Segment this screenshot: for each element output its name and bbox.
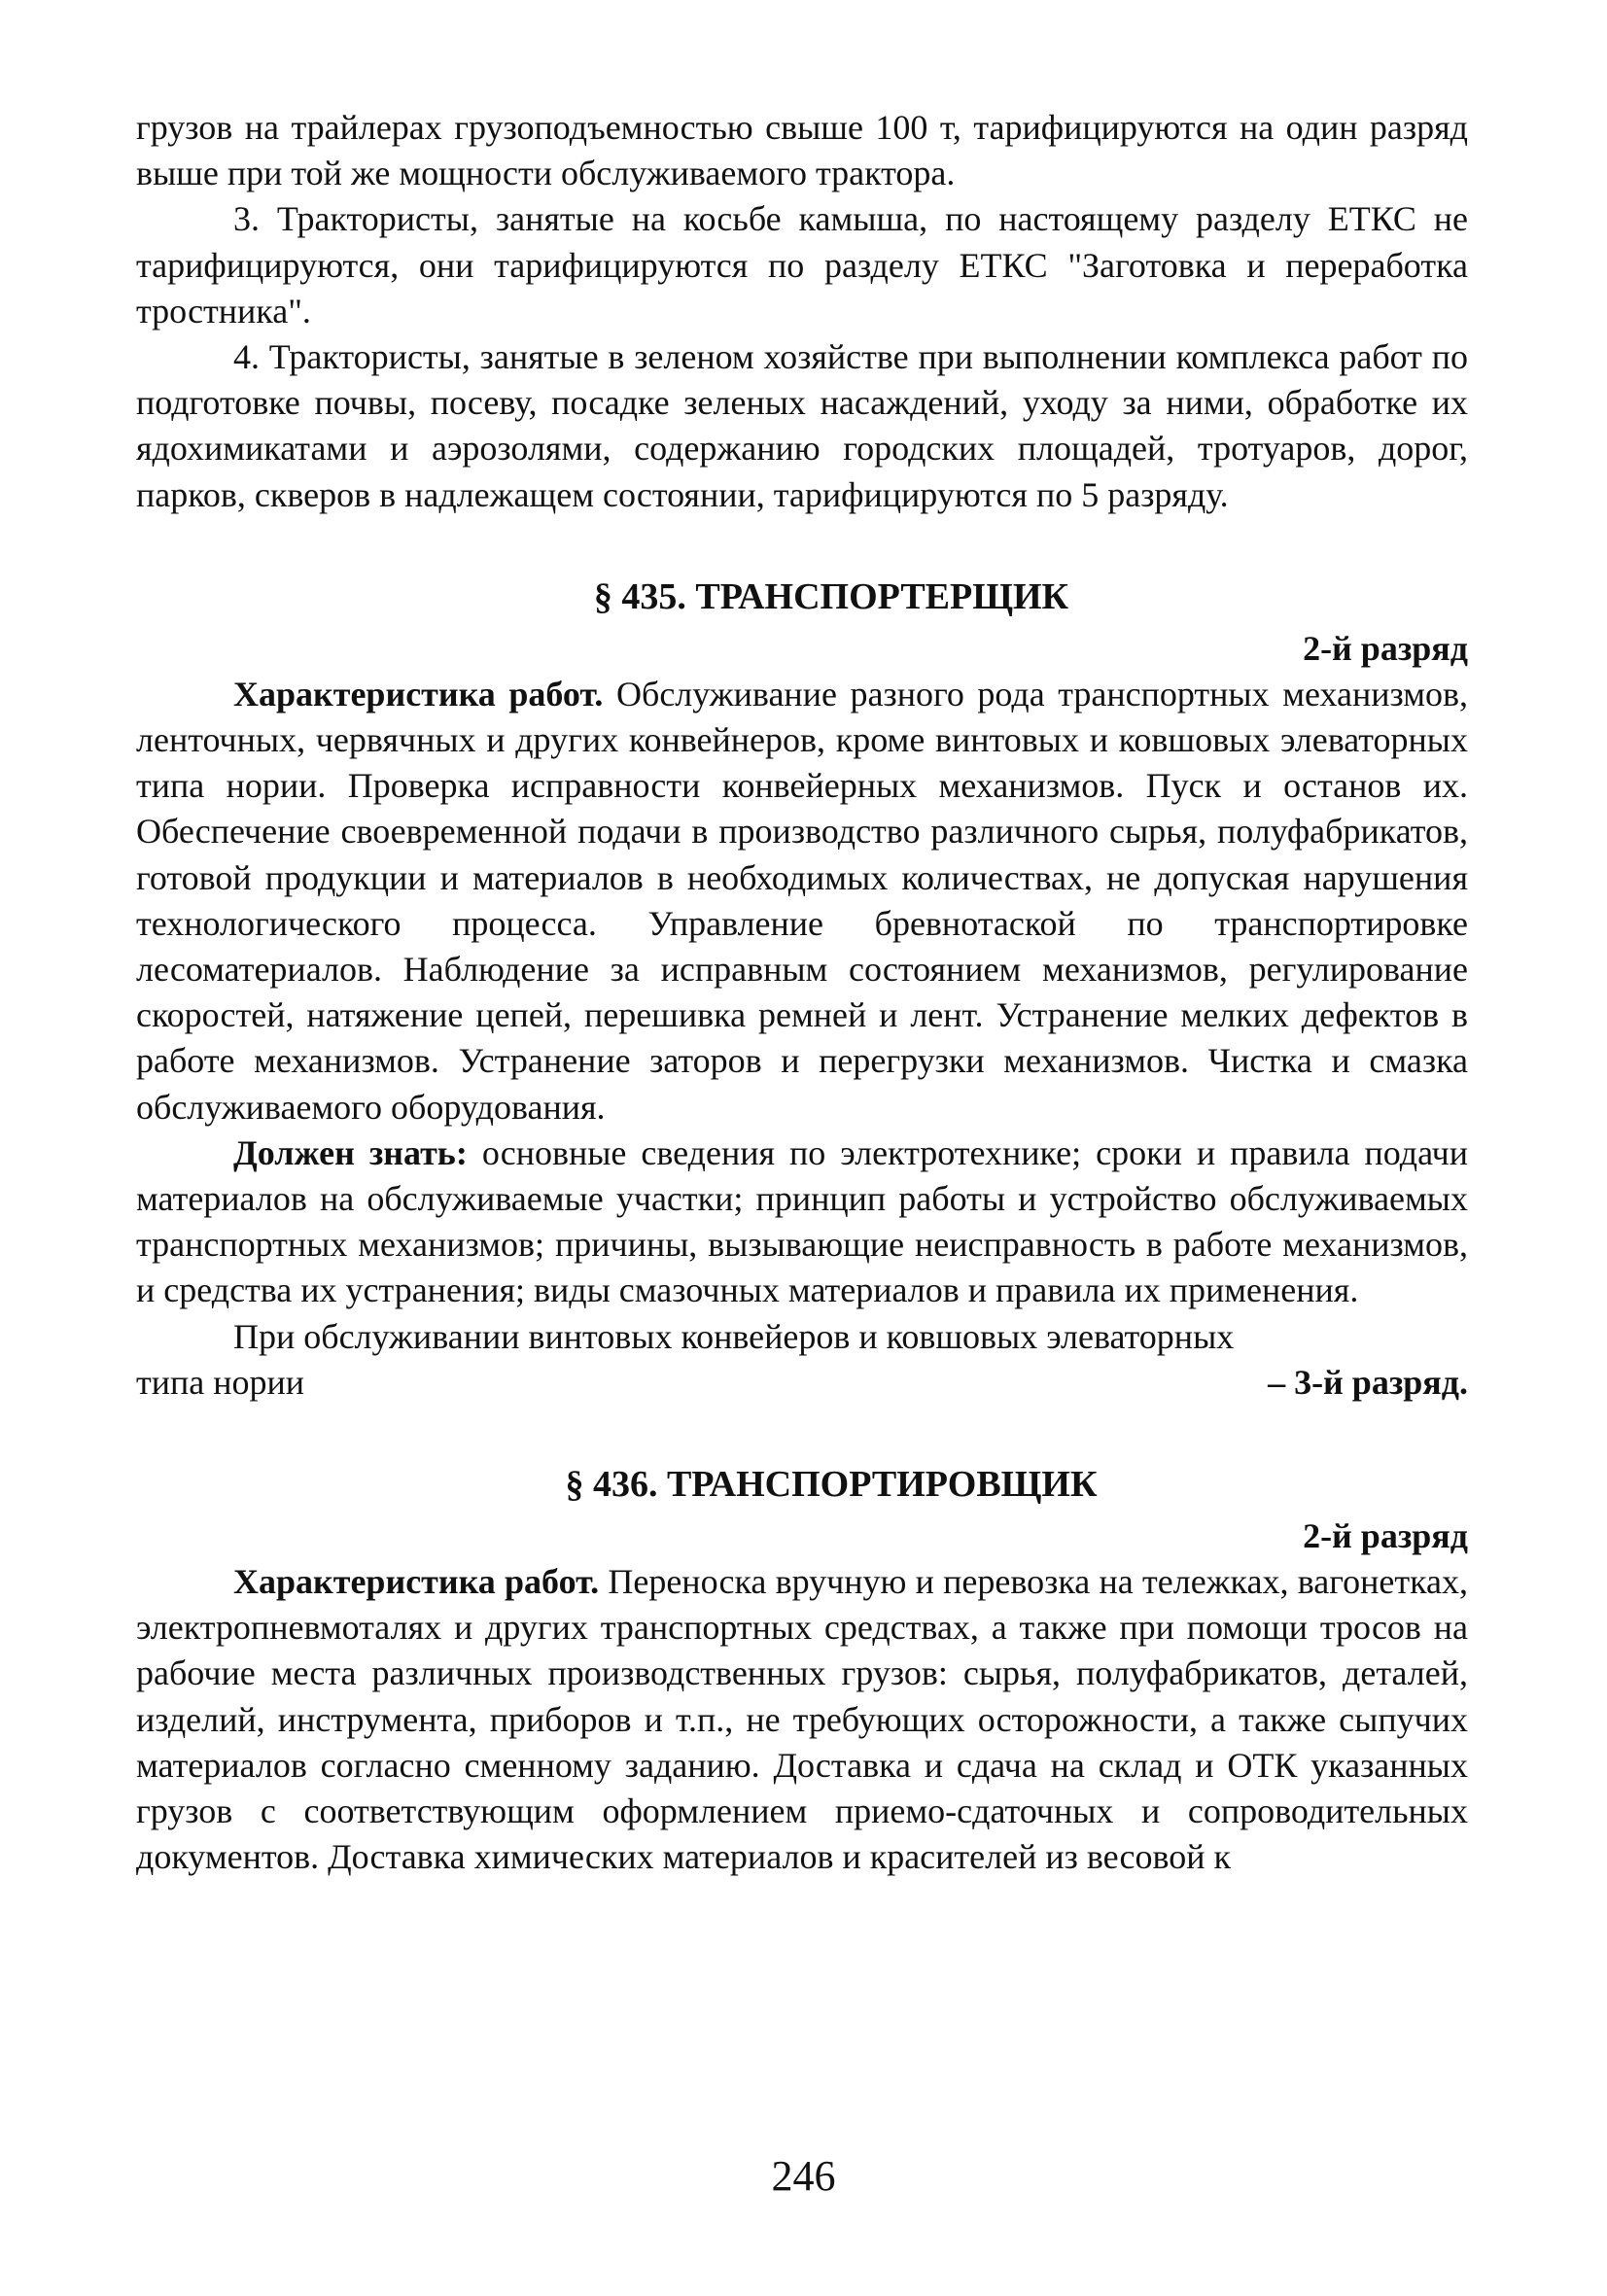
note-3: 3. Трактористы, занятые на косьбе камыша, по настоящему разделу ЕТКС не тарифицируются, они тарифицируются по разделу ЕТКС "Заготовка и переработка тростника". (136, 199, 1468, 330)
extra-condition-left: типа нории (136, 1362, 305, 1402)
must-know-label: Должен знать: (233, 1132, 468, 1172)
section-436 (136, 1460, 1468, 1880)
grade-label: 2-й разряд (1303, 628, 1468, 668)
work-label: Характеристика работ. (233, 674, 604, 713)
work-text: Обслуживание разного рода транспортных механизмов, ленточных, червячных и других конвейнеров, кроме винтовых и ковшовых элеваторных типа нории. Проверка исправности конвейерных механизмов. Пуск и останов их. Обеспечение своевременной подачи в производство различного сырья, полуфабрикатов, готовой продукции и материалов в необходимых количествах, не допуская нарушения технологического процесса. Управление бревнотаской по транспортировке лесоматериалов. Наблюдение за исправным состоянием механизмов, регулирование скоростей, натяжение цепей, перешивка ремней и лент. Устранение мелких дефектов в работе механизмов. Устранение заторов и перегрузки механизмов. Чистка и смазка обслуживаемого оборудования. (136, 674, 1468, 1127)
page-body (136, 105, 1468, 1881)
extra-condition: При обслуживании винтовых конвейеров и ковшовых элеваторных (233, 1316, 1235, 1356)
extra-condition-row (136, 1360, 1468, 1406)
work-characteristics (136, 672, 1468, 1131)
section-heading: § 435. ТРАНСПОРТЕРЩИК (593, 575, 1069, 617)
work-characteristics (136, 1559, 1468, 1880)
intro-paragraph: грузов на трайлерах грузоподъемностью свыше 100 т, тарифицируются на один разряд выше при той же мощности обслуживаемого трактора. (136, 108, 1468, 193)
section-435 (136, 573, 1468, 1406)
work-text: Переноска вручную и перевозка на тележках, вагонетках, электропневмоталях и других транспортных средствах, а также при помощи тросов на рабочие места различных производственных грузов: сырья, полуфабрикатов, деталей, изделий, инструмента, приборов и т.п., не требующих осторожности, а также сыпучих материалов согласно сменному заданию. Доставка и сдача на склад и ОТК указанных грузов с соответствующим оформлением приемо-сдаточных и сопроводительных документов. Доставка химических материалов и красителей из весовой к (136, 1562, 1468, 1877)
must-know (136, 1131, 1468, 1314)
must-know-text: основные сведения по электротехнике; сроки и правила подачи материалов на обслуживаемые участки; принцип работы и устройство обслуживаемых транспортных механизмов; причины, вызывающие неисправность в работе механизмов, и средства их устранения; виды смазочных материалов и правила их применения. (136, 1132, 1468, 1310)
page-number: 246 (771, 2152, 836, 2200)
work-label: Характеристика работ. (233, 1562, 600, 1602)
note-4: 4. Трактористы, занятые в зеленом хозяйстве при выполнении комплекса работ по подготовке почвы, посеву, посадке зеленых насаждений, уходу за ними, обработке их ядохимикатами и аэрозолями, содержанию городских площадей, тротуаров, дорог, парков, скверов в надлежащем состоянии, тарифицируются по 5 разряду. (136, 337, 1468, 514)
grade-label: 2-й разряд (1303, 1516, 1468, 1556)
section-heading: § 436. ТРАНСПОРТИРОВЩИК (565, 1464, 1098, 1506)
extra-condition-grade: – 3-й разряд. (1268, 1362, 1468, 1402)
